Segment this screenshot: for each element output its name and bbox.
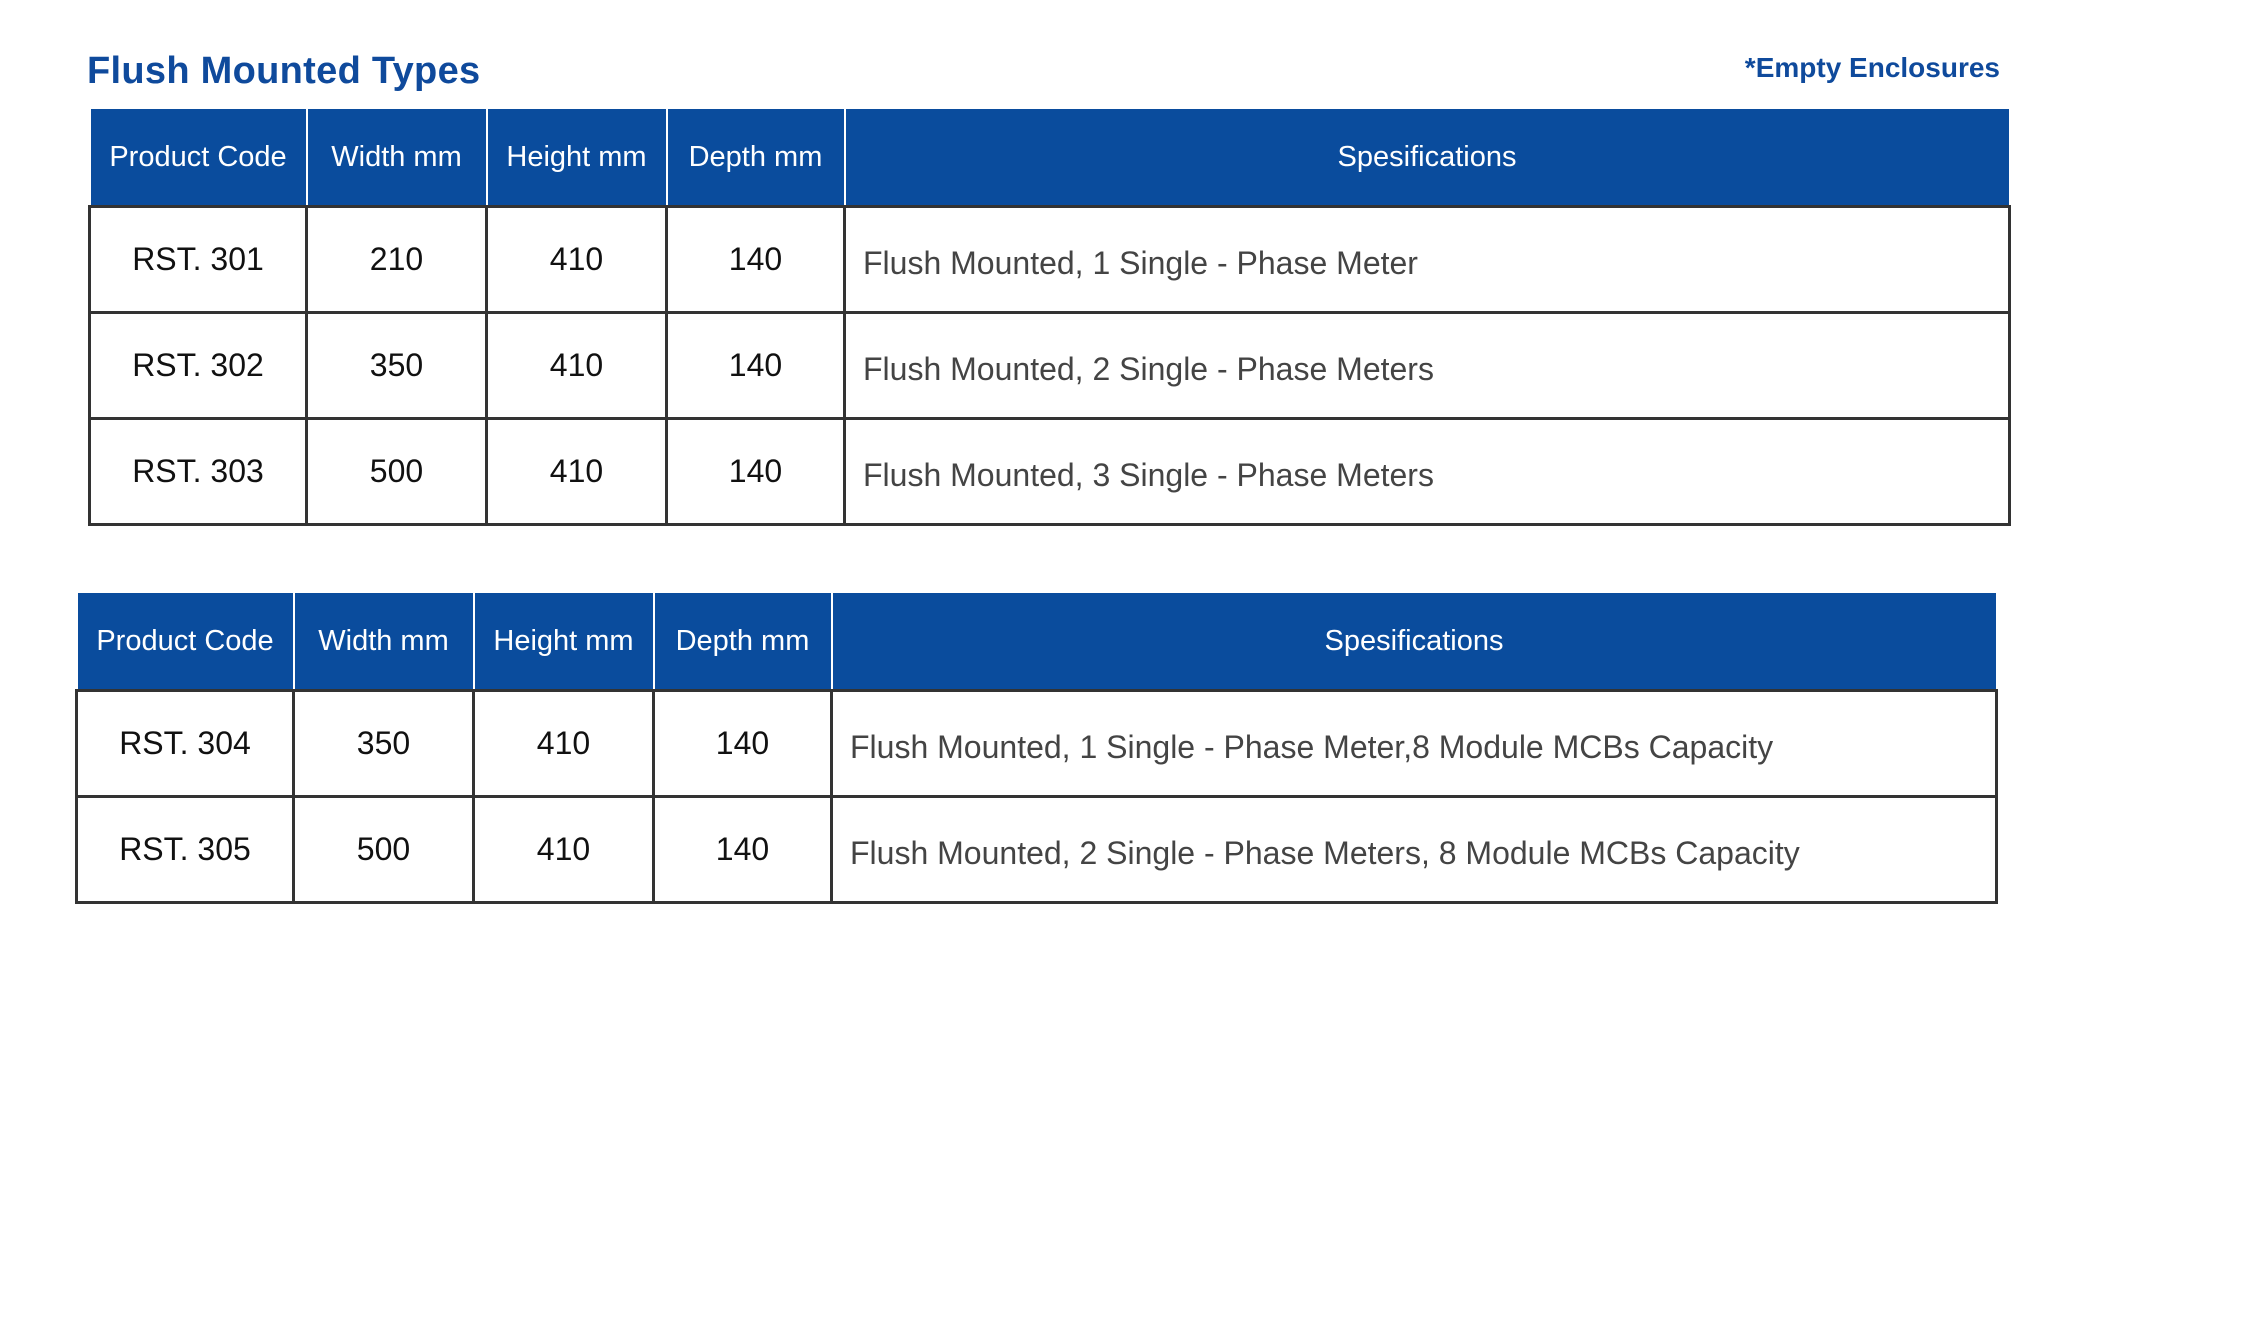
table-row — [90, 313, 2010, 419]
table-row — [77, 797, 1997, 903]
depth-cell: 140 — [654, 691, 832, 797]
width-cell: 210 — [307, 207, 487, 313]
height-cell: 410 — [474, 691, 654, 797]
width-cell: 350 — [307, 313, 487, 419]
height-cell: 410 — [487, 419, 667, 525]
width-cell: 350 — [294, 691, 474, 797]
width-cell: 500 — [294, 797, 474, 903]
table-row — [90, 207, 2010, 313]
depth-cell: 140 — [667, 313, 845, 419]
table-row — [90, 419, 2010, 525]
specification-cell: Flush Mounted, 2 Single - Phase Meters, 8 Module MCBs Capacity — [832, 797, 1997, 903]
header-depth: Depth mm — [667, 108, 845, 207]
flush-mounted-table-2 — [75, 591, 1998, 904]
header-depth: Depth mm — [654, 592, 832, 691]
product-code-cell: RST. 305 — [77, 797, 294, 903]
header-product-code: Product Code — [90, 108, 307, 207]
page-title: Flush Mounted Types — [87, 50, 481, 92]
table-header-row — [77, 592, 1997, 691]
height-cell: 410 — [487, 313, 667, 419]
header-width: Width mm — [307, 108, 487, 207]
specification-cell: Flush Mounted, 1 Single - Phase Meter,8 Module MCBs Capacity — [832, 691, 1997, 797]
specification-cell: Flush Mounted, 1 Single - Phase Meter — [845, 207, 2010, 313]
depth-cell: 140 — [667, 419, 845, 525]
product-code-cell: RST. 304 — [77, 691, 294, 797]
header-width: Width mm — [294, 592, 474, 691]
product-code-cell: RST. 301 — [90, 207, 307, 313]
width-cell: 500 — [307, 419, 487, 525]
header-specifications: Spesifications — [845, 108, 2010, 207]
product-code-cell: RST. 302 — [90, 313, 307, 419]
height-cell: 410 — [474, 797, 654, 903]
height-cell: 410 — [487, 207, 667, 313]
flush-mounted-table-1 — [88, 107, 2011, 526]
header-product-code: Product Code — [77, 592, 294, 691]
header-height: Height mm — [474, 592, 654, 691]
header-height: Height mm — [487, 108, 667, 207]
header-specifications: Spesifications — [832, 592, 1997, 691]
depth-cell: 140 — [654, 797, 832, 903]
specification-cell: Flush Mounted, 2 Single - Phase Meters — [845, 313, 2010, 419]
product-code-cell: RST. 303 — [90, 419, 307, 525]
depth-cell: 140 — [667, 207, 845, 313]
table-row — [77, 691, 1997, 797]
table-header-row — [90, 108, 2010, 207]
empty-enclosures-note: *Empty Enclosures — [1744, 52, 2000, 83]
specification-cell: Flush Mounted, 3 Single - Phase Meters — [845, 419, 2010, 525]
